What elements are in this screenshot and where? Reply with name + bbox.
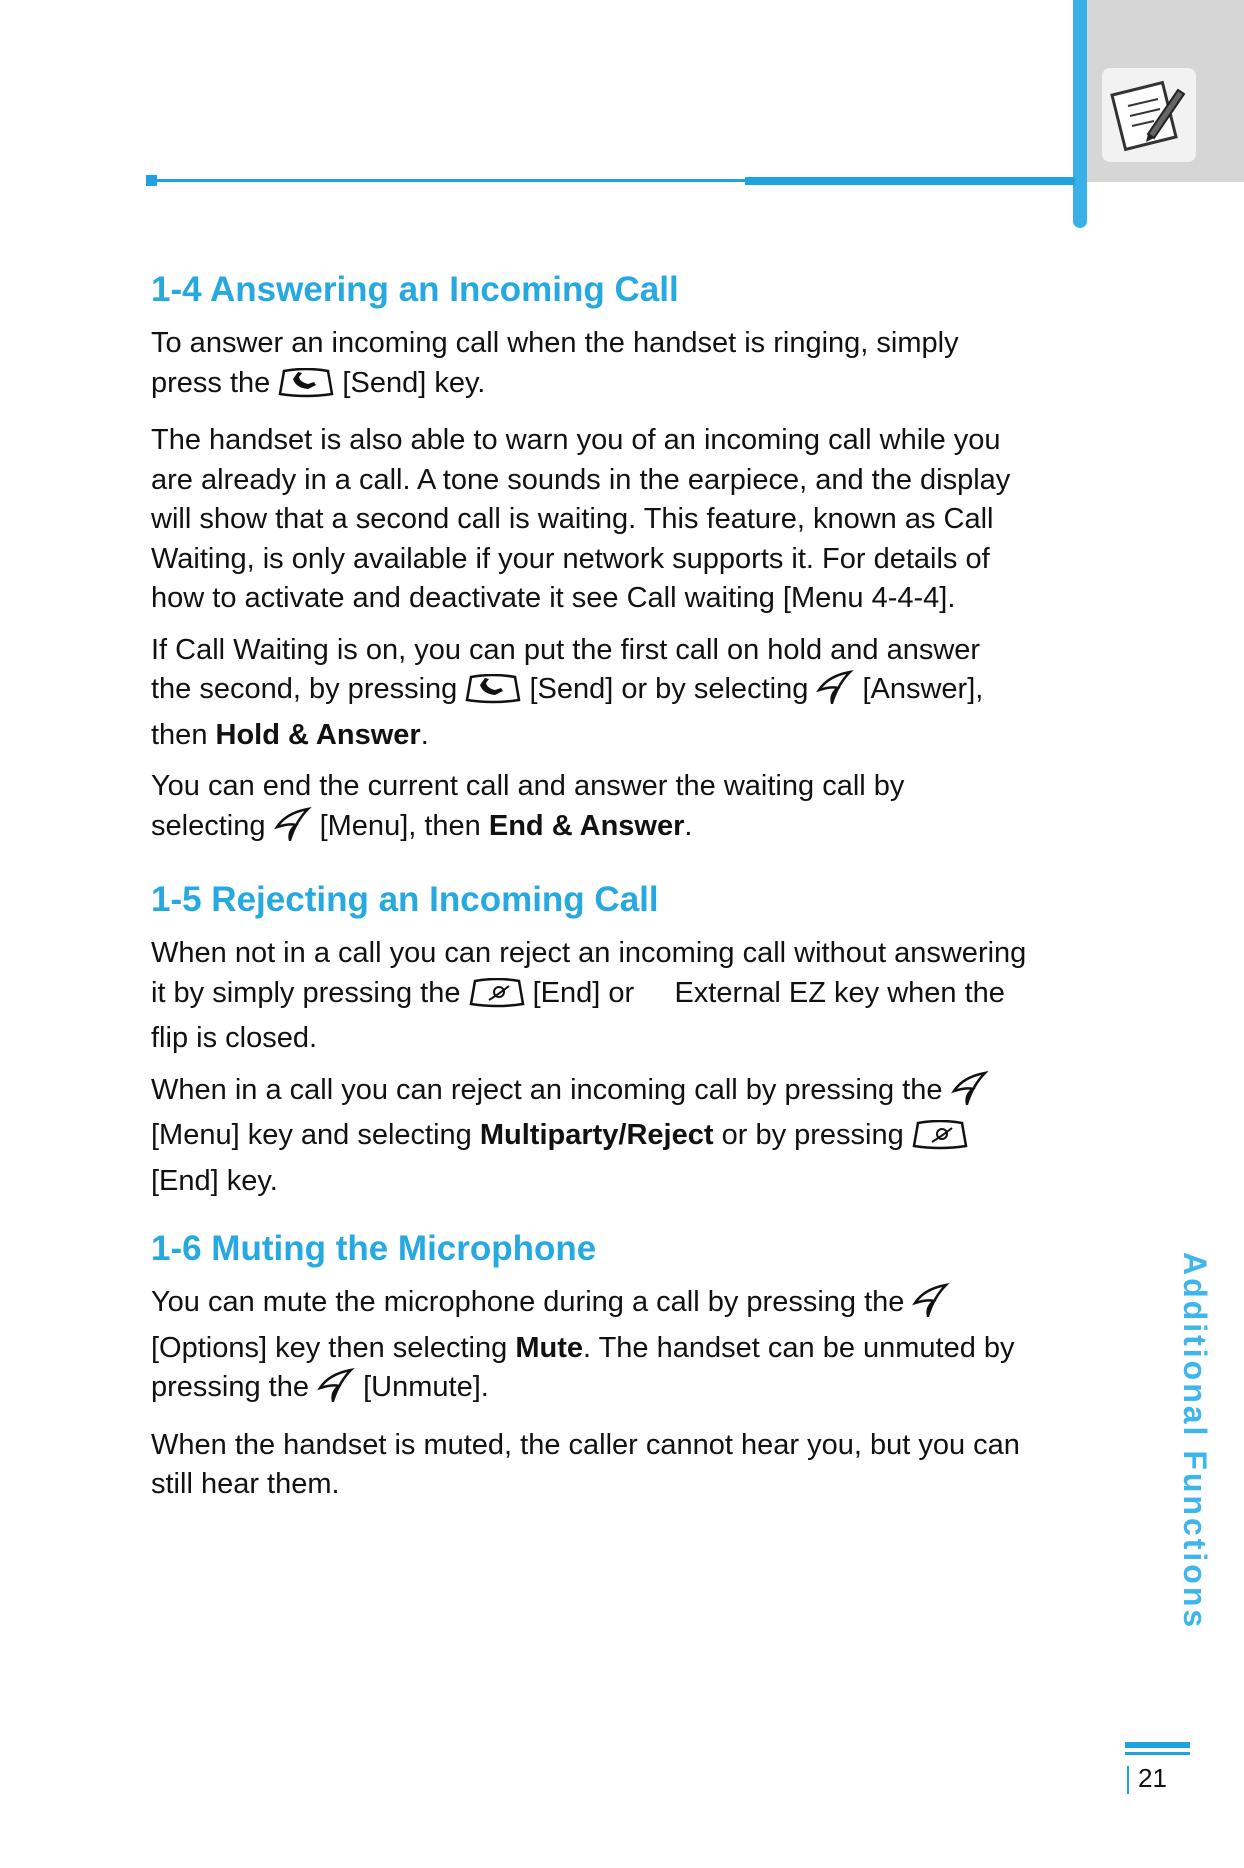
- text: To answer an incoming call when the handset is ringing, simply: [151, 327, 959, 359]
- section-heading-answering: 1-4 Answering an Incoming Call: [151, 270, 679, 309]
- text: External EZ key when the: [674, 976, 1005, 1009]
- soft-key-icon: [274, 807, 312, 853]
- end-key-icon: [469, 978, 525, 1020]
- menu-option-multiparty-reject: Multiparty/Reject: [479, 1119, 714, 1151]
- menu-option-hold-answer: Hold & Answer: [215, 718, 421, 751]
- section-heading-muting: 1-6 Muting the Microphone: [151, 1229, 597, 1268]
- text: [Options] key then selecting: [151, 1331, 508, 1364]
- text: how to activate and deactivate it see Call waiting [Menu 4-4-4].: [151, 582, 956, 614]
- text: it by simply pressing the: [151, 976, 461, 1009]
- paragraph-end-answer: [151, 767, 1121, 852]
- soft-key-icon: [816, 670, 854, 716]
- soft-key-icon: [317, 1368, 355, 1414]
- send-key-icon: [278, 368, 334, 410]
- header-rule-thick: [745, 177, 1075, 185]
- text: or by pressing: [721, 1119, 904, 1151]
- text: the second, by pressing: [151, 673, 458, 705]
- text: press the: [151, 366, 271, 399]
- page-number-bar: [1125, 1742, 1190, 1748]
- page-number-bar-thin: [1125, 1752, 1190, 1755]
- text: [Answer],: [862, 673, 984, 705]
- paragraph-reject-in-call: [151, 1071, 1121, 1202]
- text: The handset is also able to warn you of an incoming call while you: [151, 424, 1001, 456]
- text: then: [151, 718, 208, 751]
- text: flip is closed.: [151, 1022, 318, 1054]
- text: . The handset can be unmuted by: [583, 1331, 1015, 1364]
- text: still hear them.: [151, 1468, 340, 1500]
- paragraph-call-waiting: [151, 421, 1121, 619]
- text: [Send] key.: [342, 366, 486, 399]
- chapter-side-label: Additional Functions: [1177, 1252, 1213, 1631]
- menu-option-end-answer: End & Answer: [488, 809, 685, 842]
- text: .: [684, 809, 693, 842]
- text: When the handset is muted, the caller cannot hear you, but you can: [151, 1428, 1020, 1461]
- paragraph-mute: [151, 1283, 1121, 1414]
- text: You can mute the microphone during a call by pressing the: [151, 1286, 905, 1318]
- paragraph-answer: [151, 324, 1121, 409]
- paragraph-reject-flip: [151, 934, 1121, 1059]
- text: selecting: [151, 809, 266, 842]
- text: [Unmute].: [363, 1371, 489, 1403]
- notepad-pen-icon: [1102, 68, 1196, 162]
- page-number-divider: [1127, 1766, 1129, 1794]
- text: [Menu], then: [319, 809, 481, 842]
- text: When in a call you can reject an incoming call by pressing the: [151, 1073, 943, 1106]
- end-key-icon: [912, 1120, 968, 1162]
- text: are already in a call. A tone sounds in the earpiece, and the display: [151, 463, 1011, 496]
- paragraph-hold-answer: [151, 631, 1121, 756]
- text: Waiting, is only available if your network supports it. For details of: [151, 542, 990, 575]
- text: [End] key.: [151, 1164, 278, 1197]
- page-number: 21: [1138, 1763, 1167, 1793]
- text: If Call Waiting is on, you can put the first call on hold and answer: [151, 633, 981, 666]
- text: pressing the: [151, 1371, 309, 1403]
- header-stripe: [1073, 0, 1087, 228]
- header-rule-thin: [148, 179, 748, 182]
- text: When not in a call you can reject an incoming call without answering: [151, 937, 1027, 969]
- text: .: [420, 718, 429, 751]
- text: [End] or: [532, 976, 635, 1009]
- send-key-icon: [465, 674, 521, 716]
- menu-option-mute: Mute: [515, 1331, 583, 1364]
- page-content: [151, 268, 1121, 1505]
- soft-key-icon: [951, 1071, 989, 1117]
- soft-key-icon: [912, 1283, 950, 1329]
- text: [Menu] key and selecting: [151, 1119, 472, 1151]
- text: You can end the current call and answer the waiting call by: [151, 770, 905, 802]
- text: [Send] or by selecting: [529, 673, 809, 705]
- section-heading-rejecting: 1-5 Rejecting an Incoming Call: [151, 880, 659, 919]
- text: will show that a second call is waiting. This feature, known as Call: [151, 503, 994, 535]
- paragraph-muted-state: [151, 1426, 1121, 1505]
